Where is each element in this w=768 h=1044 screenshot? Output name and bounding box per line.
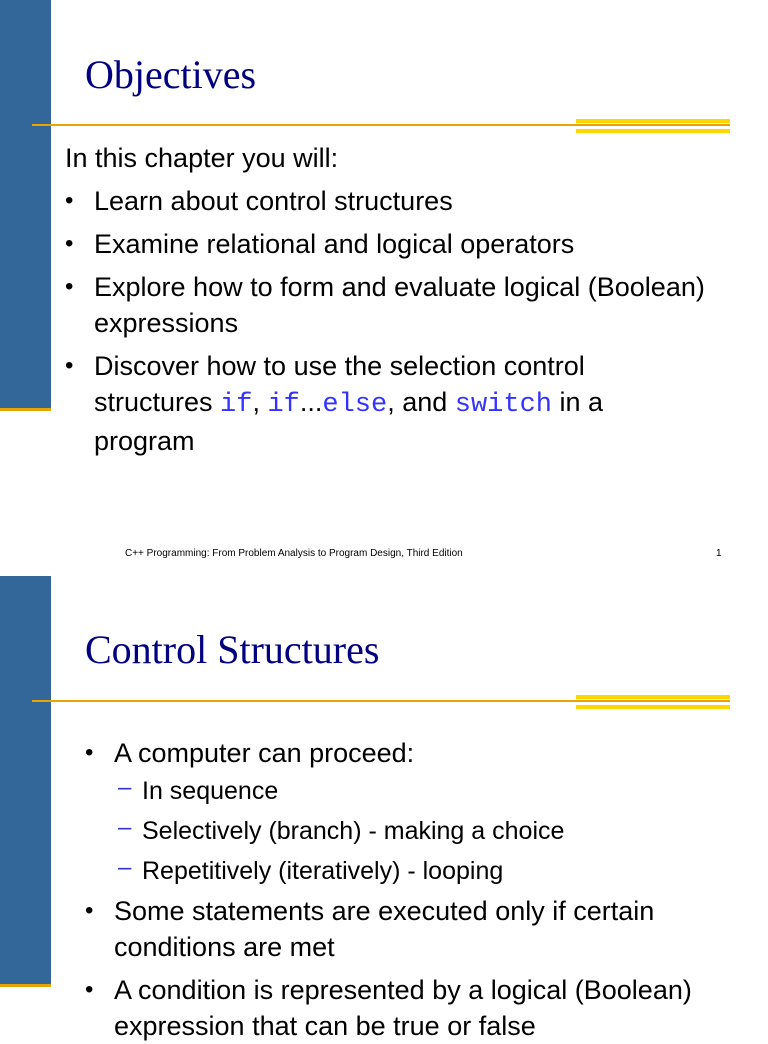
- sub-list-item: – Selectively (branch) - making a choice: [118, 811, 725, 851]
- list-item: • A condition is represented by a logical (Boolean) expression that can be true or false: [85, 972, 725, 1044]
- item-text: Discover how to use the selection control structures: [94, 351, 585, 417]
- list-item: • Learn about control structures: [65, 183, 705, 219]
- sub-list-item: – Repetitively (iteratively) - looping: [118, 851, 725, 891]
- ellipsis: ...: [299, 387, 323, 417]
- title-accent-bar-top: [576, 119, 730, 123]
- keyword-else: else: [322, 390, 388, 420]
- title-accent-bar-bottom: [576, 705, 730, 709]
- list-item: • Examine relational and logical operators: [65, 226, 705, 262]
- sub-list-item: – In sequence: [118, 771, 725, 811]
- separator: ,: [252, 387, 268, 417]
- page-number: 1: [716, 548, 722, 559]
- slide-title: Objectives: [85, 52, 257, 97]
- title-accent-bar-bottom: [576, 129, 730, 133]
- item-text: A computer can proceed:: [114, 738, 415, 768]
- slide-footer: [0, 548, 768, 562]
- slide-title: Control Structures: [85, 627, 380, 672]
- separator: , and: [387, 387, 455, 417]
- intro-text: In this chapter you will:: [65, 143, 339, 173]
- list-item: • Explore how to form and evaluate logical (Boolean) expressions: [65, 269, 705, 341]
- sidebar-band: [0, 576, 51, 984]
- sub-list: [118, 771, 725, 891]
- list-item: • Some statements are executed only if certain conditions are met: [85, 893, 725, 965]
- sidebar-band: [0, 0, 51, 408]
- sidebar-rule: [0, 984, 51, 987]
- keyword-if: if: [267, 390, 300, 420]
- list-item: [65, 348, 705, 459]
- title-accent-bar-top: [576, 695, 730, 699]
- list-item: [85, 735, 725, 891]
- item-text: in a program: [94, 387, 604, 456]
- objectives-list: [65, 183, 705, 459]
- title-rule: [32, 124, 730, 126]
- keyword-switch: switch: [454, 390, 552, 420]
- sidebar-rule: [0, 408, 51, 411]
- title-rule: [32, 700, 730, 702]
- content-list: [85, 735, 725, 1044]
- keyword-if: if: [220, 390, 253, 420]
- slide-control-structures: [0, 576, 768, 1041]
- footer-text: C++ Programming: From Problem Analysis to Program Design, Third Edition: [125, 548, 463, 559]
